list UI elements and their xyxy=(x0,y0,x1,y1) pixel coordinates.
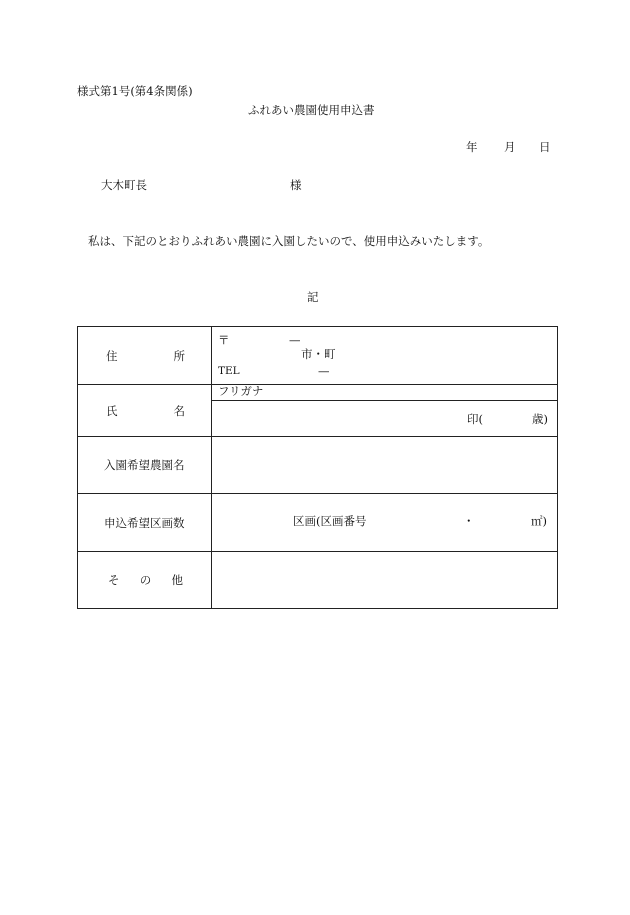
age-label: 歳) xyxy=(532,412,548,426)
body-text: 私は、下記のとおりふれあい農園に入園したいので、使用申込みいたします。 xyxy=(88,234,490,248)
addressee-name: 大木町長 xyxy=(101,178,147,192)
furigana-input-cell[interactable] xyxy=(212,385,558,401)
addressee-honorific: 様 xyxy=(290,178,302,192)
address-label-char-1: 住 xyxy=(106,348,118,363)
address-label-cell xyxy=(78,327,212,385)
name-label-char-1: 氏 xyxy=(106,403,118,418)
other-label-cell xyxy=(78,552,212,609)
plot-dot: ・ xyxy=(463,514,475,528)
farm-label: 入園希望農園名 xyxy=(104,458,185,472)
ki-heading: 記 xyxy=(307,290,319,304)
other-label-char-2: の xyxy=(139,573,152,587)
application-table xyxy=(77,326,558,609)
name-input-cell[interactable] xyxy=(212,401,558,437)
address-row xyxy=(78,327,558,385)
farm-row xyxy=(78,437,558,494)
address-label-char-2: 所 xyxy=(173,348,185,363)
date-day: 日 xyxy=(539,140,551,154)
name-label-char-2: 名 xyxy=(173,403,185,418)
date-month: 月 xyxy=(504,140,516,154)
plot-unit: ㎡) xyxy=(531,514,547,528)
other-label-char-1: そ xyxy=(108,573,120,587)
form-number: 様式第1号(第4条関係) xyxy=(77,84,193,98)
plots-input-cell[interactable] xyxy=(212,494,558,552)
plots-label-cell xyxy=(78,494,212,552)
tel-dash: — xyxy=(318,364,330,378)
other-input-cell[interactable] xyxy=(212,552,558,609)
furigana-row xyxy=(78,385,558,401)
name-label-cell xyxy=(78,385,212,437)
city-town: 市・町 xyxy=(301,347,336,361)
plots-row xyxy=(78,494,558,552)
seal-label: 印( xyxy=(467,412,483,426)
furigana-label: フリガナ xyxy=(218,384,264,398)
farm-label-cell xyxy=(78,437,212,494)
postal-mark: 〒 xyxy=(218,333,230,347)
document-title: ふれあい農園使用申込書 xyxy=(248,103,375,117)
other-row xyxy=(78,552,558,609)
postal-dash: — xyxy=(289,333,301,347)
plots-label: 申込希望区画数 xyxy=(104,515,185,530)
date-year: 年 xyxy=(466,140,478,154)
farm-input-cell[interactable] xyxy=(212,437,558,494)
address-input-cell[interactable] xyxy=(212,327,558,385)
other-label-char-3: 他 xyxy=(171,573,183,587)
tel-label: TEL xyxy=(218,365,240,377)
plot-text: 区画(区画番号 xyxy=(293,514,367,528)
